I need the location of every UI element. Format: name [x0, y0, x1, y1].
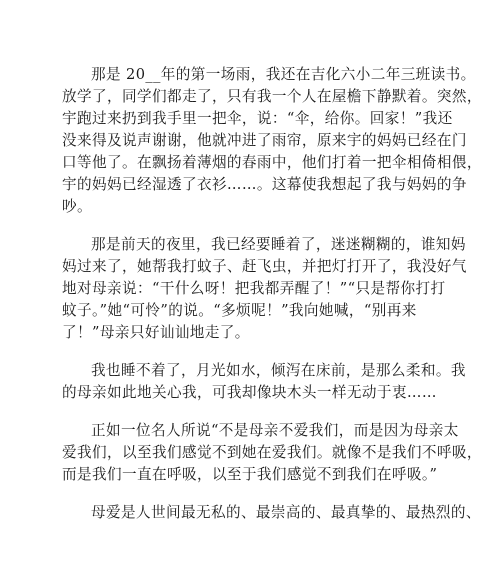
paragraph-1	[62, 64, 482, 218]
text-line: 了！”母亲只好讪讪地走了。	[62, 324, 250, 341]
text-line: 宇跑过来扔到我手里一把伞，说：“伞，给你。回家！”我还	[62, 110, 453, 127]
text-line: 的母亲如此地关心我，可我却像块木头一样无动于衷……	[62, 384, 437, 401]
paragraph-gap	[62, 218, 442, 234]
text-line: 我也睡不着了，月光如水，倾泻在床前，是那么柔和。我	[91, 362, 466, 379]
text-line: 没来得及说声谢谢，他就冲进了雨帘，原来宇的妈妈已经在门	[62, 132, 467, 149]
text-line: 地对母亲说：“干什么呀！把我都弄醒了！”“只是帮你打打	[62, 280, 446, 297]
paragraph-4	[62, 420, 482, 486]
text-line: 爱我们，以至我们感觉不到她在爱我们。就像不是我们不呼吸，	[62, 444, 482, 461]
paragraph-5	[62, 502, 481, 524]
paragraph-gap	[62, 404, 442, 420]
paragraph-2	[62, 234, 467, 344]
text-line: 蚊子。”她“可怜”的说。“多烦呢！”我向她喊，“别再来	[62, 302, 417, 319]
text-line: 宇的妈妈已经湿透了衣衫……。这幕使我想起了我与妈妈的争	[62, 176, 467, 193]
text-line: 妈过来了，她帮我打蚊子、赶飞虫，并把灯打开了，我没好气	[62, 258, 467, 275]
text-line: 口等他了。在飘扬着薄烟的春雨中，他们打着一把伞相倚相偎，	[62, 154, 482, 171]
paragraph-gap	[62, 344, 442, 360]
text-line: 那是 20__年的第一场雨，我还在吉化六小二年三班读书。	[91, 66, 476, 83]
text-line: 放学了，同学们都走了，只有我一个人在屋檐下静默着。突然，	[62, 88, 482, 105]
paragraph-gap	[62, 486, 442, 502]
text-line: 那是前天的夜里，我已经要睡着了，迷迷糊糊的，谁知妈	[91, 236, 466, 253]
article-body	[62, 64, 482, 524]
text-line: 吵。	[62, 198, 92, 215]
text-line: 而是我们一直在呼吸，以至于我们感觉不到我们在呼吸。”	[62, 466, 438, 483]
paragraph-3	[62, 360, 466, 404]
text-line: 正如一位名人所说“不是母亲不爱我们，而是因为母亲太	[91, 422, 459, 439]
text-line: 母爱是人世间最无私的、最崇高的、最真挚的、最热烈的、	[91, 504, 481, 521]
